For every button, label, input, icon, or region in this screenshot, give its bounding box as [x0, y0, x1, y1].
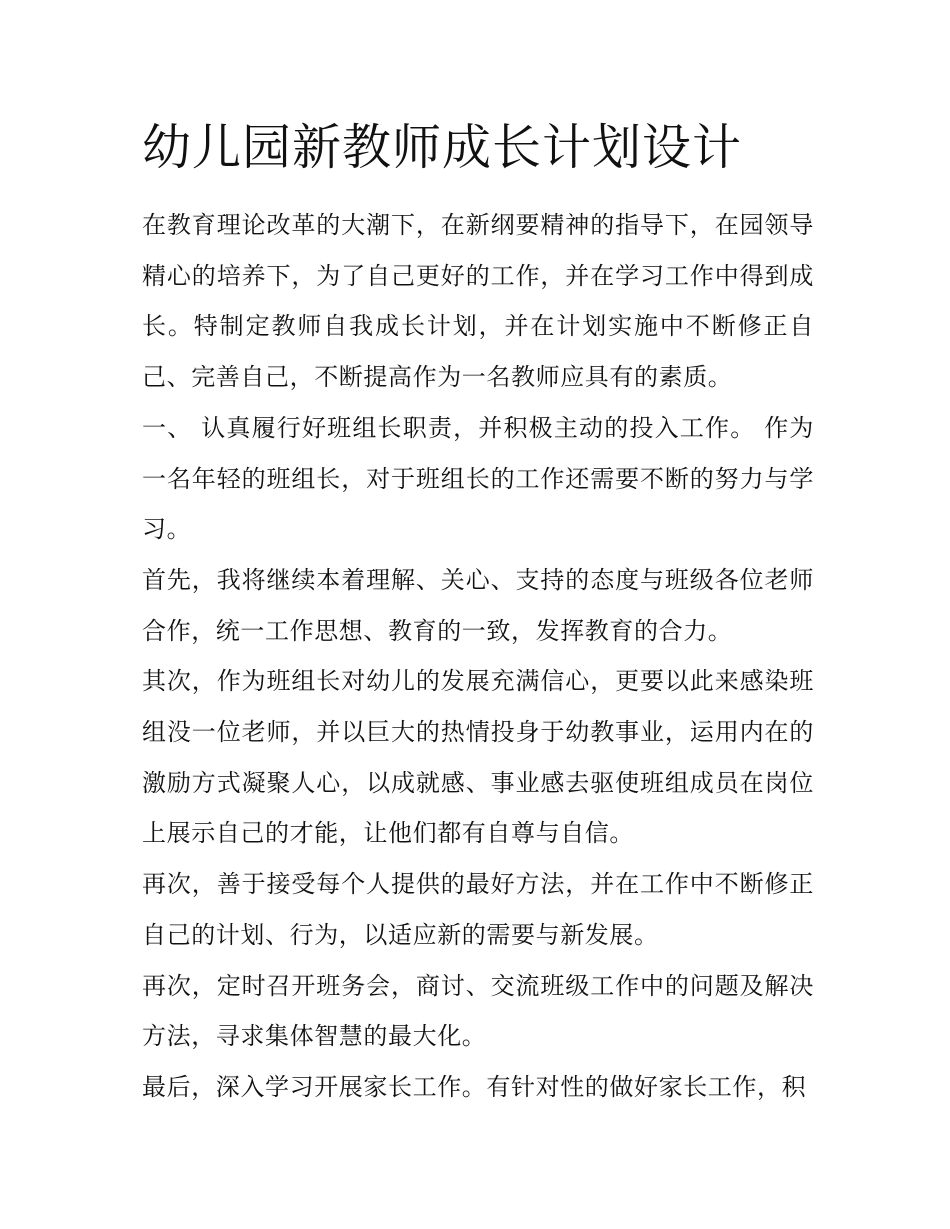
- paragraph-last: 最后，深入学习开展家长工作。有针对性的做好家长工作，积: [142, 1072, 807, 1101]
- paragraph-second: 其次，作为班组长对幼儿的发展充满信心，更要以此来感染班组没一位老师，并以巨大的热情投身于幼教事业，运用内在的激励方式凝聚人心，以成就感、事业感去驱使班组成员在岗位上展示自己的才能，让他们都有自尊与自信。: [142, 667, 814, 848]
- document-title: 幼儿园新教师成长计划设计: [142, 119, 743, 176]
- paragraph-fourth: 再次，定时召开班务会，商讨、交流班级工作中的问题及解决方法，寻求集体智慧的最大化。: [142, 971, 814, 1051]
- paragraph-first: 首先，我将继续本着理解、关心、支持的态度与班级各位老师合作，统一工作思想、教育的一致，发挥教育的合力。: [142, 565, 814, 645]
- paragraph-intro: 在教育理论改革的大潮下，在新纲要精神的指导下，在园领导精心的培养下，为了自己更好的工作，并在学习工作中得到成长。特制定教师自我成长计划，并在计划实施中不断修正自己、完善自己，不断提高作为一名教师应具有的素质。: [142, 211, 814, 392]
- paragraph-third: 再次，善于接受每个人提供的最好方法，并在工作中不断修正自己的计划、行为，以适应新的需要与新发展。: [142, 870, 814, 949]
- paragraph-section-one: 一、 认真履行好班组长职责，并积极主动的投入工作。 作为一名年轻的班组长，对于班组长的工作还需要不断的努力与学习。: [142, 413, 814, 544]
- document-body: [142, 110, 814, 1113]
